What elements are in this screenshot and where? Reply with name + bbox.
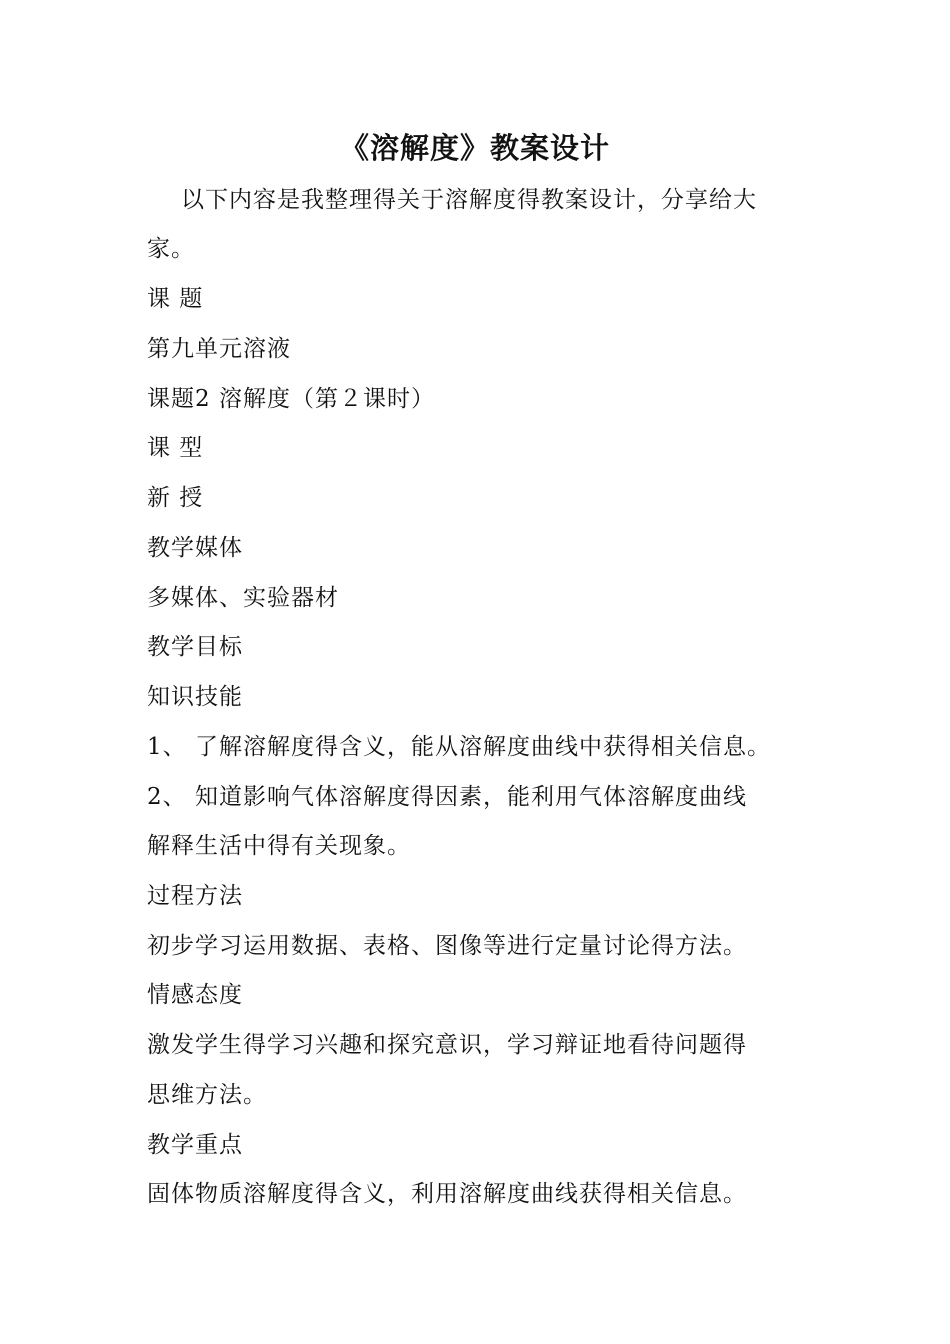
heading-media: 教学媒体: [147, 535, 243, 561]
document-title: 《溶解度》教案设计: [339, 131, 610, 165]
heading-process-methods: 过程方法: [147, 883, 243, 909]
emotion-attitude-line-2: 思维方法。: [147, 1082, 267, 1108]
objective-1: 1、 了解溶解度得含义，能从溶解度曲线中获得相关信息。: [147, 734, 771, 760]
media-value: 多媒体、实验器材: [147, 585, 339, 611]
intro-line-1: 以下内容是我整理得关于溶解度得教案设计，分享给大: [181, 187, 757, 213]
emotion-attitude-line-1: 激发学生得学习兴趣和探究意识，学习辩证地看待问题得: [147, 1032, 747, 1058]
heading-key-points: 教学重点: [147, 1132, 243, 1158]
objective-2-line-2: 解释生活中得有关现象。: [147, 833, 411, 859]
unit-name: 第九单元溶液: [147, 336, 291, 362]
process-methods-value: 初步学习运用数据、表格、图像等进行定量讨论得方法。: [147, 933, 747, 959]
heading-topic: 课 题: [147, 286, 204, 312]
heading-knowledge-skills: 知识技能: [147, 684, 243, 710]
objective-2-line-1: 2、 知道影响气体溶解度得因素，能利用气体溶解度曲线: [147, 784, 747, 810]
key-points-value: 固体物质溶解度得含义，利用溶解度曲线获得相关信息。: [147, 1181, 747, 1207]
lesson-name: 课题2 溶解度（第２课时）: [147, 386, 435, 412]
heading-lesson-type: 课 型: [147, 435, 204, 461]
lesson-type-value: 新 授: [147, 485, 204, 511]
heading-objectives: 教学目标: [147, 634, 243, 660]
heading-emotion-attitude: 情感态度: [147, 982, 243, 1008]
intro-line-2: 家。: [147, 236, 195, 262]
